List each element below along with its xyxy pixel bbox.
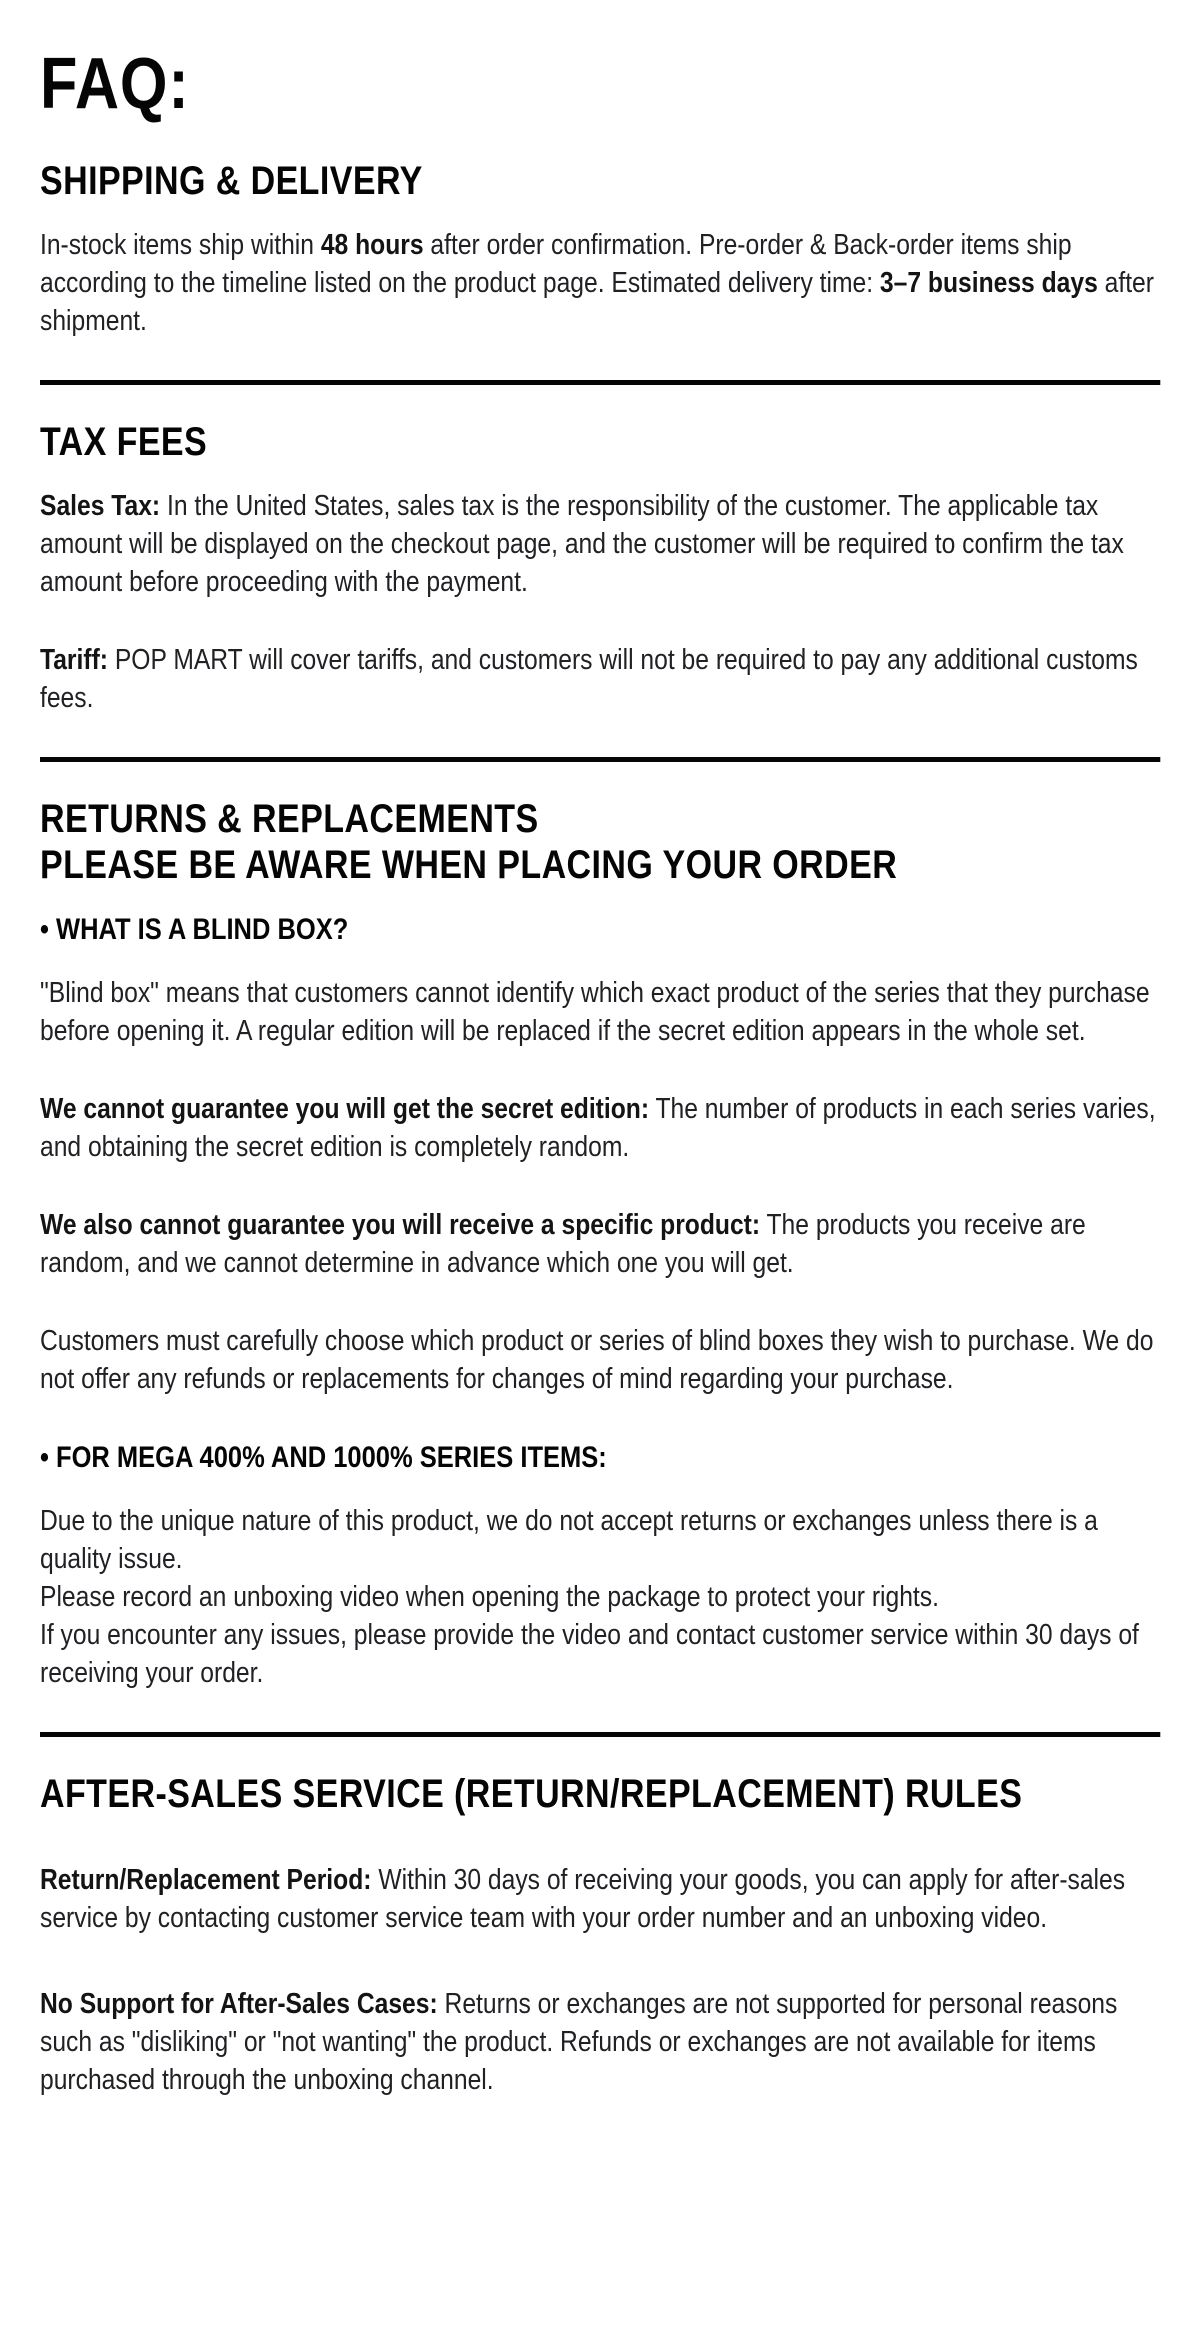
text-run: "Blind box" means that customers cannot identify which exact product of the series that they purchase before opening it. A regular edition will be replaced if the secret edition appears in the whole set. — [40, 977, 1150, 1047]
after-sales-heading: AFTER-SALES SERVICE (RETURN/REPLACEMENT) RULES — [40, 1772, 1023, 1816]
section-divider — [40, 757, 1160, 762]
shipping-heading: SHIPPING & DELIVERY — [40, 159, 423, 203]
no-support-paragraph — [40, 1985, 1160, 2099]
section-returns-replacements — [40, 796, 1160, 1692]
text-run: POP MART will cover tariffs, and customers will not be required to pay any additional customs fees. — [40, 644, 1138, 714]
section-tax-fees — [40, 419, 1160, 717]
bold-text-run: No Support for After-Sales Cases: — [40, 1988, 438, 2020]
shipping-paragraph — [40, 226, 1160, 340]
text-run: If you encounter any issues, please provide the video and contact customer service within 30 days of receiving your order. — [40, 1619, 1139, 1689]
tax-fees-heading: TAX FEES — [40, 420, 208, 464]
text-run: Due to the unique nature of this product, we do not accept returns or exchanges unless there is a quality issue. — [40, 1505, 1098, 1575]
section-divider — [40, 380, 1160, 385]
bold-text-run: 3–7 business days — [879, 267, 1098, 299]
returns-heading — [40, 796, 1160, 888]
blind-box-subheading: • WHAT IS A BLIND BOX? — [40, 913, 349, 946]
text-run: The number of products in each series varies, and obtaining the secret edition is completely random. — [40, 1093, 1156, 1163]
text-run: Within 30 days of receiving your goods, you can apply for after-sales service by contacting customer service team with your order number and an unboxing video. — [40, 1864, 1126, 1934]
text-run: In the United States, sales tax is the responsibility of the customer. The applicable tax amount will be displayed on the checkout page, and the customer will be required to confirm the tax amount before proceeding with the payment. — [40, 490, 1124, 598]
text-run: Customers must carefully choose which product or series of blind boxes they wish to purchase. We do not offer any refunds or replacements for changes of mind regarding your purchase. — [40, 1325, 1154, 1395]
text-run: after order confirmation. Pre-order & Back-order items ship according to the timeline listed on the product page. Estimated delivery time: — [40, 229, 1072, 299]
specific-product-paragraph — [40, 1206, 1160, 1282]
bold-text-run: 48 hours — [320, 229, 424, 261]
bold-text-run: Tariff: — [40, 644, 109, 676]
tariff-paragraph — [40, 641, 1160, 717]
text-run: In-stock items ship within — [40, 229, 321, 261]
secret-edition-paragraph — [40, 1090, 1160, 1166]
bold-text-run: We also cannot guarantee you will receive a specific product: — [40, 1209, 761, 1241]
section-divider — [40, 1732, 1160, 1737]
returns-heading-line2: PLEASE BE AWARE WHEN PLACING YOUR ORDER — [40, 843, 898, 887]
faq-page — [40, 0, 1160, 2099]
choose-carefully-paragraph — [40, 1322, 1160, 1398]
text-run: after shipment. — [40, 267, 1154, 337]
page-title: FAQ: — [40, 44, 190, 124]
bold-text-run: Sales Tax: — [40, 490, 161, 522]
text-run: The products you receive are random, and we cannot determine in advance which one you will get. — [40, 1209, 1086, 1279]
mega-series-paragraph — [40, 1502, 1160, 1692]
sales-tax-paragraph — [40, 487, 1160, 601]
blind-box-paragraph — [40, 974, 1160, 1050]
bold-text-run: Return/Replacement Period: — [40, 1864, 372, 1896]
return-period-paragraph — [40, 1861, 1160, 1937]
section-shipping — [40, 158, 1160, 340]
bold-text-run: We cannot guarantee you will get the secret edition: — [40, 1093, 650, 1125]
returns-heading-line1: RETURNS & REPLACEMENTS — [40, 797, 539, 841]
text-run: Please record an unboxing video when opening the package to protect your rights. — [40, 1581, 939, 1613]
section-after-sales-rules — [40, 1771, 1160, 2099]
mega-series-subheading: • FOR MEGA 400% AND 1000% SERIES ITEMS: — [40, 1441, 607, 1474]
text-run: Returns or exchanges are not supported for personal reasons such as "disliking" or "not wanting" the product. Refunds or exchanges are not available for items purchased through the unboxing channel. — [40, 1988, 1118, 2096]
